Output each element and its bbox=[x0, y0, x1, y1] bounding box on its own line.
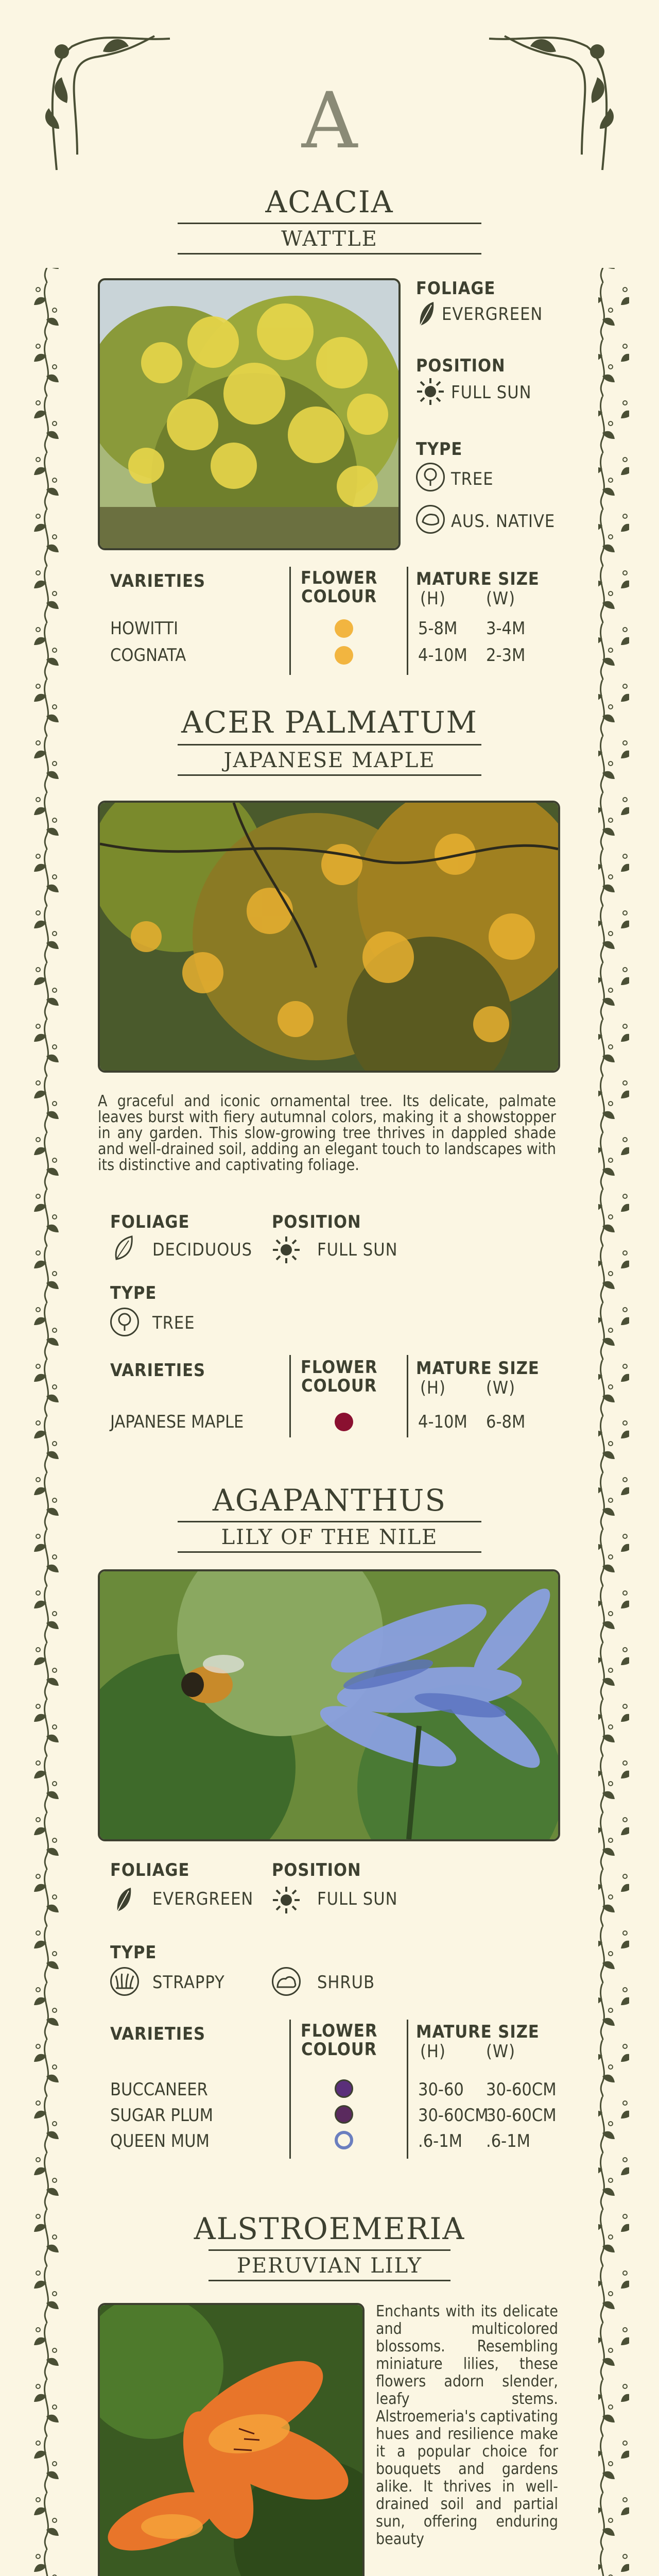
variety-width: 30-60CM bbox=[486, 2105, 557, 2126]
plant-subtitle: JAPANESE MAPLE bbox=[178, 744, 481, 776]
flower-colour-swatch bbox=[335, 619, 353, 638]
plant-photo bbox=[98, 2303, 365, 2576]
tree-icon bbox=[416, 463, 445, 492]
foliage-label: FOLIAGE bbox=[110, 1212, 190, 1232]
plant-subtitle: WATTLE bbox=[178, 223, 481, 255]
flower-colour-label: FLOWER COLOUR bbox=[301, 1357, 378, 1396]
position-value: FULL SUN bbox=[451, 382, 532, 403]
plant-title: ACACIA bbox=[265, 184, 394, 219]
height-label: (H) bbox=[420, 1378, 446, 1398]
variety-height: 30-60 bbox=[418, 2079, 464, 2100]
mature-size-label: MATURE SIZE bbox=[416, 1358, 540, 1379]
divider bbox=[289, 567, 291, 675]
foliage-value: EVERGREEN bbox=[152, 1889, 254, 1909]
leaf-icon bbox=[113, 1886, 134, 1914]
variety-width: 6-8M bbox=[486, 1412, 526, 1432]
variety-height: 30-60CM bbox=[418, 2105, 489, 2126]
divider bbox=[289, 1355, 291, 1437]
height-label: (H) bbox=[420, 588, 446, 609]
position-label: POSITION bbox=[272, 1860, 361, 1880]
plant-subtitle: PERUVIAN LILY bbox=[209, 2249, 450, 2281]
logo-letter: A bbox=[301, 76, 358, 166]
variety-height: 4-10M bbox=[418, 645, 467, 666]
flower-colour-swatch bbox=[335, 2105, 353, 2124]
varieties-label: VARIETIES bbox=[110, 571, 206, 591]
plant-photo bbox=[98, 278, 401, 550]
varieties-label: VARIETIES bbox=[110, 2024, 206, 2044]
flower-colour-swatch bbox=[335, 646, 353, 665]
variety-height: 5-8M bbox=[418, 618, 458, 639]
variety-width: 2-3M bbox=[486, 645, 526, 666]
sun-icon bbox=[272, 1235, 301, 1264]
flower-colour-label: FLOWER COLOUR bbox=[301, 2021, 378, 2060]
variety-width: .6-1M bbox=[486, 2131, 531, 2151]
divider bbox=[407, 2020, 408, 2159]
plant-description: A graceful and iconic ornamental tree. Its delicate, palmate leaves burst with fiery autumnal colors, making it a showstopper in any garden. This slow-growing tree thrives in dappled shade and well-drained soil, adding an elegant touch to landscapes with its distinctive and captivating foliage. bbox=[98, 1092, 556, 1174]
position-label: POSITION bbox=[416, 355, 506, 376]
varieties-label: VARIETIES bbox=[110, 1360, 206, 1381]
sun-icon bbox=[272, 1886, 301, 1914]
foliage-label: FOLIAGE bbox=[110, 1860, 190, 1880]
flower-colour-label: FLOWER COLOUR bbox=[301, 568, 378, 607]
variety-width: 3-4M bbox=[486, 618, 526, 639]
plant-photo bbox=[98, 801, 560, 1073]
variety-name: QUEEN MUM bbox=[110, 2131, 210, 2151]
sun-icon bbox=[416, 377, 445, 406]
plant-description: Enchants with its delicate and multicolored blossoms. Resembling miniature lilies, these flowers adorn slender, leafy stems. Alstroemeria's captivating hues and resilience make it a popular choice for bouquets and gardens alike. It thrives in well-drained soil and partial sun, offering enduring beauty bbox=[376, 2302, 558, 2548]
variety-width: 30-60CM bbox=[486, 2079, 557, 2100]
variety-name: JAPANESE MAPLE bbox=[110, 1412, 244, 1432]
type-value-secondary: AUS. NATIVE bbox=[451, 511, 556, 532]
flower-colour-swatch bbox=[335, 2131, 353, 2149]
variety-name: HOWITTI bbox=[110, 618, 179, 639]
height-label: (H) bbox=[420, 2041, 446, 2062]
variety-name: COGNATA bbox=[110, 645, 186, 666]
width-label: (W) bbox=[486, 1378, 516, 1398]
plant-photo bbox=[98, 1569, 560, 1841]
shrub-icon bbox=[272, 1967, 301, 1996]
plant-title: ALSTROEMERIA bbox=[194, 2211, 465, 2246]
divider bbox=[289, 2020, 291, 2159]
divider bbox=[407, 1355, 408, 1437]
flower-colour-swatch bbox=[335, 2079, 353, 2098]
plant-subtitle: LILY OF THE NILE bbox=[178, 1521, 481, 1553]
variety-height: 4-10M bbox=[418, 1412, 467, 1432]
mature-size-label: MATURE SIZE bbox=[416, 569, 540, 589]
variety-name: BUCCANEER bbox=[110, 2079, 208, 2100]
leaf-icon bbox=[416, 300, 437, 329]
logo-monogram bbox=[278, 77, 381, 165]
plant-title: AGAPANTHUS bbox=[212, 1483, 447, 1518]
type-label: TYPE bbox=[416, 439, 463, 460]
leaf-outline-icon bbox=[110, 1233, 139, 1262]
tree-icon bbox=[110, 1308, 139, 1336]
width-label: (W) bbox=[486, 588, 516, 609]
divider bbox=[407, 567, 408, 675]
width-label: (W) bbox=[486, 2041, 516, 2062]
position-label: POSITION bbox=[272, 1212, 361, 1232]
variety-height: .6-1M bbox=[418, 2131, 463, 2151]
position-value: FULL SUN bbox=[317, 1889, 398, 1909]
strappy-grass-icon bbox=[110, 1967, 139, 1996]
plant-title: ACER PALMATUM bbox=[181, 705, 478, 740]
mature-size-label: MATURE SIZE bbox=[416, 2022, 540, 2042]
foliage-value: EVERGREEN bbox=[442, 304, 543, 325]
australia-native-icon bbox=[416, 505, 445, 534]
flower-colour-swatch bbox=[335, 1413, 353, 1431]
foliage-label: FOLIAGE bbox=[416, 278, 496, 299]
type-value: STRAPPY bbox=[152, 1972, 225, 1993]
foliage-value: DECIDUOUS bbox=[152, 1240, 253, 1260]
variety-name: SUGAR PLUM bbox=[110, 2105, 213, 2126]
type-value-secondary: SHRUB bbox=[317, 1972, 375, 1993]
type-label: TYPE bbox=[110, 1283, 157, 1303]
position-value: FULL SUN bbox=[317, 1240, 398, 1260]
type-value: TREE bbox=[451, 469, 494, 489]
type-label: TYPE bbox=[110, 1942, 157, 1963]
type-value: TREE bbox=[152, 1313, 195, 1333]
